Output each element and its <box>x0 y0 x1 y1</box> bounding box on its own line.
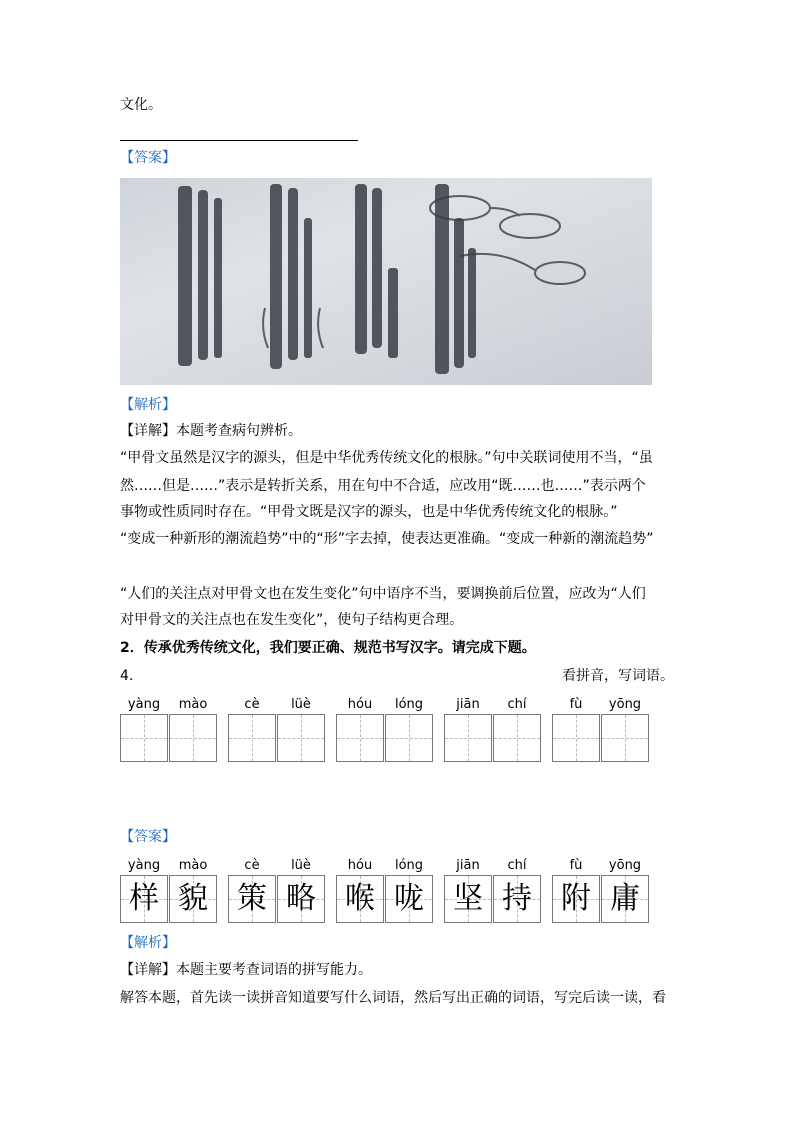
writing-grid-answer <box>120 858 660 928</box>
paragraph-line: “变成一种新形的潮流趋势”中的“形”字去掉，使表达更准确。“变成一种新的潮流趋势” <box>120 531 654 547</box>
paragraph-line: “人们的关注点对甲骨文也在发生变化”句中语序不当，要调换前后位置，应改为“人们 <box>120 586 646 602</box>
pinyin-label: mào <box>178 858 208 873</box>
pinyin-label: fù <box>569 697 583 712</box>
word-group <box>228 858 326 924</box>
answer-photo <box>120 178 652 385</box>
answer-char: 庸 <box>610 881 640 916</box>
pinyin-label: yàng <box>127 858 161 873</box>
word-group <box>552 858 650 924</box>
pinyin-label: hóu <box>347 858 373 873</box>
pinyin-label: yōng <box>608 858 642 873</box>
pinyin-label: yàng <box>127 697 161 712</box>
answer-line <box>120 140 358 141</box>
word-group <box>120 858 218 924</box>
char-box <box>120 875 168 923</box>
paragraph-line: 然……但是……”表示是转折关系，用在句中不合适，应改用“既……也……”表示两个 <box>120 478 646 494</box>
pinyin-label: mào <box>178 697 208 712</box>
word-group <box>552 697 650 763</box>
char-box[interactable] <box>601 714 649 762</box>
answer-char: 坚 <box>453 881 483 916</box>
word-group <box>228 697 326 763</box>
pinyin-label: cè <box>244 697 260 712</box>
answer-char: 咙 <box>394 881 424 916</box>
char-box[interactable] <box>277 714 325 762</box>
char-box[interactable] <box>120 714 168 762</box>
char-box[interactable] <box>385 714 433 762</box>
char-box <box>228 875 276 923</box>
word-group <box>444 697 542 763</box>
answer-char: 貌 <box>178 881 208 916</box>
answer-char: 略 <box>286 881 316 916</box>
char-box[interactable] <box>228 714 276 762</box>
paragraph-line: 事物或性质同时存在。“甲骨文既是汉字的源头，也是中华优秀传统文化的根脉。” <box>120 504 618 520</box>
answer-char: 持 <box>502 881 532 916</box>
word-group <box>336 697 434 763</box>
char-box[interactable] <box>493 714 541 762</box>
detail-heading: 【详解】本题考查病句辨析。 <box>120 423 302 439</box>
analysis-tag: 【解析】 <box>120 935 176 951</box>
answer-char: 附 <box>561 881 591 916</box>
char-box <box>444 875 492 923</box>
pinyin-label: yōng <box>608 697 642 712</box>
paragraph-line: “甲骨文虽然是汉字的源头，但是中华优秀传统文化的根脉。”句中关联词使用不当，“虽 <box>120 450 653 466</box>
answer-tag: 【答案】 <box>120 150 176 166</box>
char-box <box>601 875 649 923</box>
word-group <box>336 858 434 924</box>
pinyin-label: cè <box>244 858 260 873</box>
pinyin-label: fù <box>569 858 583 873</box>
paragraph-line: 解答本题，首先读一读拼音知道要写什么词语，然后写出正确的词语，写完后读一读，看 <box>120 990 666 1006</box>
answer-tag: 【答案】 <box>120 829 176 845</box>
section-title: 2．传承优秀传统文化，我们要正确、规范书写汉字。请完成下题。 <box>120 640 536 656</box>
char-box <box>552 875 600 923</box>
fragment-text: 文化。 <box>120 97 162 113</box>
char-box[interactable] <box>169 714 217 762</box>
pinyin-label: lóng <box>394 697 424 712</box>
pinyin-label: lüè <box>291 697 311 712</box>
char-box <box>493 875 541 923</box>
question-instruction: 看拼音，写词语。 <box>562 668 674 684</box>
handwriting-photo-icon <box>120 178 652 385</box>
writing-grid-blank <box>120 697 660 767</box>
pinyin-label: jiān <box>456 697 480 712</box>
answer-char: 策 <box>237 881 267 916</box>
analysis-tag: 【解析】 <box>120 397 176 413</box>
char-box <box>169 875 217 923</box>
char-box <box>385 875 433 923</box>
word-group <box>444 858 542 924</box>
pinyin-label: jiān <box>456 858 480 873</box>
answer-char: 喉 <box>345 881 375 916</box>
pinyin-label: chí <box>507 858 527 873</box>
pinyin-label: lüè <box>291 858 311 873</box>
detail-heading: 【详解】本题主要考查词语的拼写能力。 <box>120 962 372 978</box>
pinyin-label: hóu <box>347 697 373 712</box>
char-box <box>336 875 384 923</box>
char-box[interactable] <box>444 714 492 762</box>
char-box <box>277 875 325 923</box>
char-box[interactable] <box>336 714 384 762</box>
paragraph-line: 对甲骨文的关注点也在发生变化”，使句子结构更合理。 <box>120 612 464 628</box>
word-group <box>120 697 218 763</box>
pinyin-label: lóng <box>394 858 424 873</box>
question-number: 4. <box>120 668 134 684</box>
pinyin-label: chí <box>507 697 527 712</box>
answer-char: 样 <box>129 881 159 916</box>
char-box[interactable] <box>552 714 600 762</box>
